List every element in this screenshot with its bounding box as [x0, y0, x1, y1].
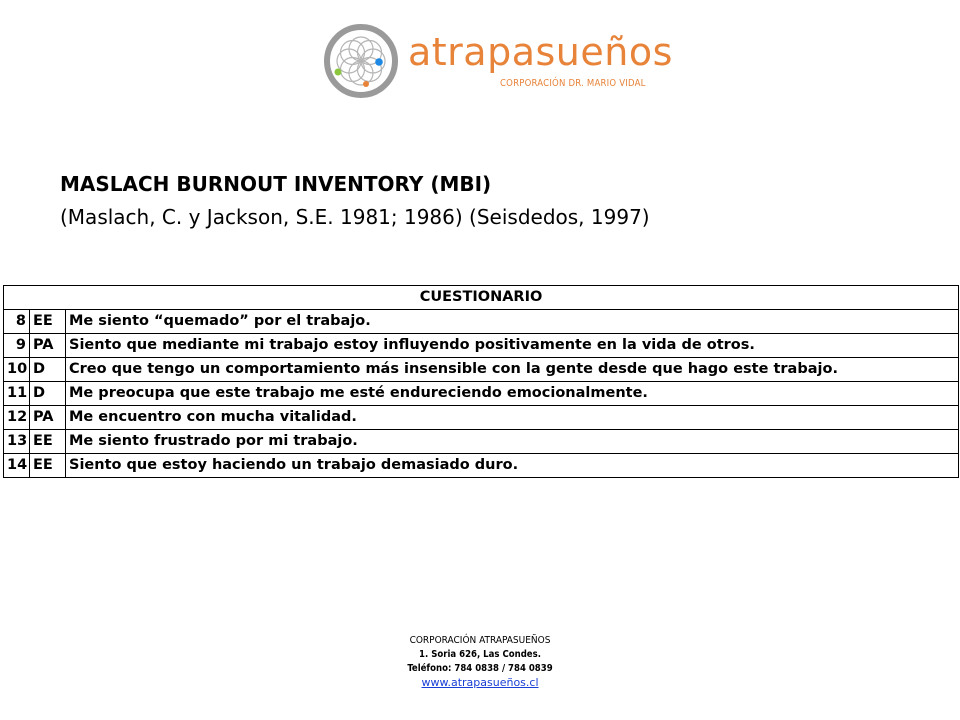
item-number: 14 [4, 454, 30, 478]
item-number: 12 [4, 406, 30, 430]
item-subscale: EE [30, 430, 66, 454]
item-text: Me encuentro con mucha vitalidad. [66, 406, 959, 430]
table-header: CUESTIONARIO [4, 286, 959, 310]
item-number: 10 [4, 358, 30, 382]
item-subscale: D [30, 358, 66, 382]
footer-website-link[interactable]: www.atrapasueños.cl [421, 676, 539, 689]
item-text: Me siento “quemado” por el trabajo. [66, 310, 959, 334]
logo-tagline: CORPORACIÓN DR. MARIO VIDAL [500, 78, 646, 89]
item-text: Creo que tengo un comportamiento más insensible con la gente desde que hago este trabajo. [66, 358, 959, 382]
item-number: 13 [4, 430, 30, 454]
item-text: Me siento frustrado por mi trabajo. [66, 430, 959, 454]
page-title: MASLACH BURNOUT INVENTORY (MBI) [60, 172, 492, 196]
table-row [4, 454, 959, 478]
footer [0, 634, 960, 691]
item-subscale: EE [30, 310, 66, 334]
logo [322, 22, 673, 100]
questionnaire-table [3, 285, 959, 478]
item-subscale: PA [30, 334, 66, 358]
table-row [4, 310, 959, 334]
table-header-row [4, 286, 959, 310]
item-text: Siento que estoy haciendo un trabajo demasiado duro. [66, 454, 959, 478]
table-body [4, 310, 959, 478]
item-subscale: PA [30, 406, 66, 430]
page-subtitle: (Maslach, C. y Jackson, S.E. 1981; 1986) (Seisdedos, 1997) [60, 205, 650, 229]
footer-phone: Teléfono: 784 0838 / 784 0839 [407, 663, 553, 674]
item-number: 9 [4, 334, 30, 358]
table-row [4, 334, 959, 358]
item-text: Siento que mediante mi trabajo estoy influyendo positivamente en la vida de otros. [66, 334, 959, 358]
logo-wordmark: atrapasueños [408, 30, 673, 74]
item-text: Me preocupa que este trabajo me esté endureciendo emocionalmente. [66, 382, 959, 406]
dreamcatcher-logo-icon [322, 22, 400, 100]
table-row [4, 430, 959, 454]
item-number: 8 [4, 310, 30, 334]
table-row [4, 382, 959, 406]
item-number: 11 [4, 382, 30, 406]
footer-address: 1. Soria 626, Las Condes. [419, 649, 541, 660]
footer-org: CORPORACIÓN ATRAPASUEÑOS [409, 635, 551, 646]
table-row [4, 406, 959, 430]
item-subscale: D [30, 382, 66, 406]
table-row [4, 358, 959, 382]
item-subscale: EE [30, 454, 66, 478]
